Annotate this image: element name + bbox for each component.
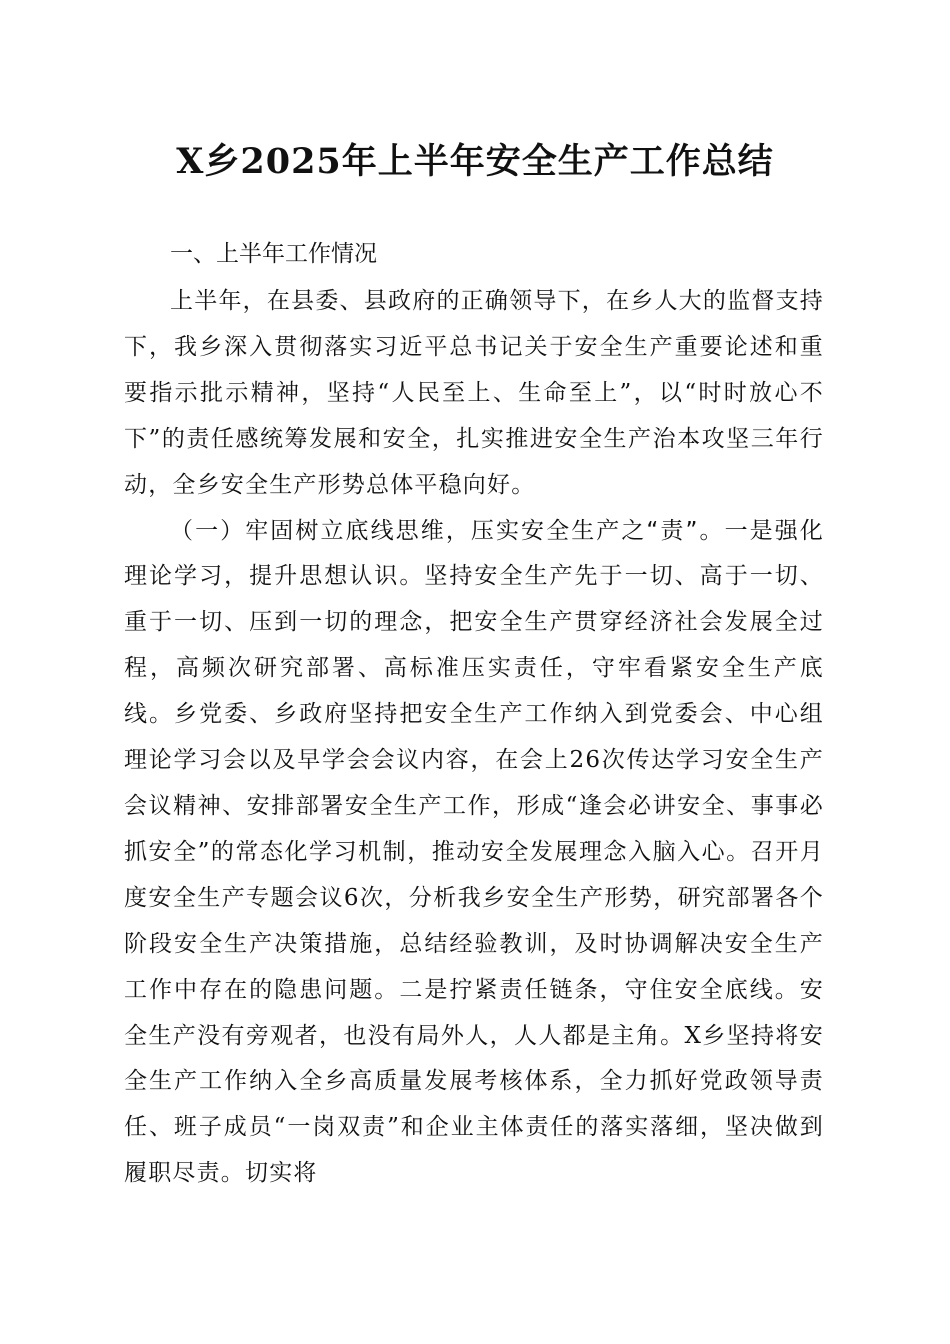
document-title: X乡2025年上半年安全生产工作总结 xyxy=(176,141,774,182)
document-body xyxy=(124,235,824,1197)
subsection-heading: （一）牢固树立底线思维，压实安全生产之“责”。 xyxy=(170,517,725,544)
paragraph-responsibility xyxy=(124,509,824,1198)
paragraph-intro: 上半年，在县委、县政府的正确领导下，在乡人大的监督支持下，我乡深入贯彻落实习近平总书记关于安全生产重要论述和重要指示批示精神，坚持“人民至上、生命至上”，以“时时放心不下”的责任感统筹发展和安全，扎实推进安全生产治本攻坚三年行动，全乡安全生产形势总体平稳向好。 xyxy=(124,288,824,498)
paragraph-responsibility-text: 一是强化理论学习，提升思想认识。坚持安全生产先于一切、高于一切、重于一切、压到一切的理念，把安全生产贯穿经济社会发展全过程，高频次研究部署、高标准压实责任，守牢看紧安全生产底线。乡党委、乡政府坚持把安全生产工作纳入到党委会、中心组理论学习会以及早学会会议内容，在会上26次传达学习安全生产会议精神、安排部署安全生产工作，形成“逢会必讲安全、事事必抓安全”的常态化学习机制，推动安全发展理念入脑入心。召开月度安全生产专题会议6次，分析我乡安全生产形势，研究部署各个阶段安全生产决策措施，总结经验教训，及时协调解决安全生产工作中存在的隐患问题。二是拧紧责任链条，守住安全底线。安全生产没有旁观者，也没有局外人，人人都是主角。X乡坚持将安全生产工作纳入全乡高质量发展考核体系，全力抓好党政领导责任、班子成员“一岗双责”和企业主体责任的落实落细，坚决做到履职尽责。切实将 xyxy=(124,517,824,1187)
section-heading: 一、上半年工作情况 xyxy=(170,241,377,267)
